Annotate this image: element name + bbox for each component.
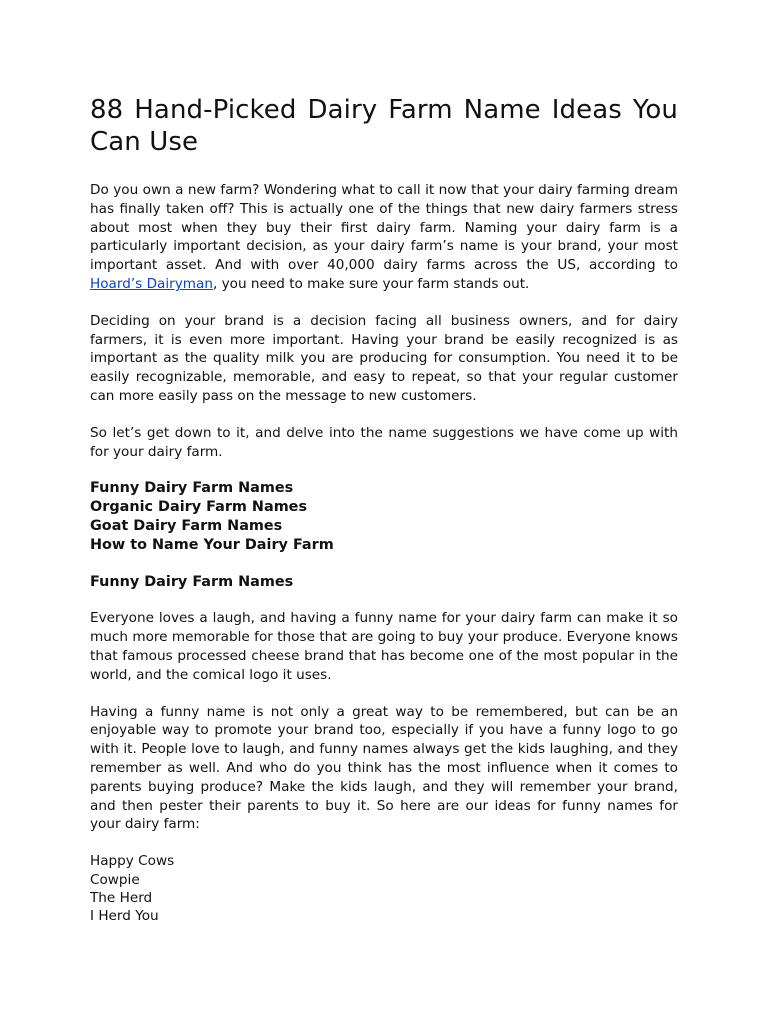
brand-paragraph: Deciding on your brand is a decision facing all business owners, and for dairy farmers, it is even more important. Having your brand be easily recognized is as important as the quality milk you are producing for consumption. You need it to be easily recognizable, memorable, and easy to repeat, so that your regular customer can more easily pass on the message to new customers. xyxy=(90,312,678,404)
toc-item-how-to-name[interactable]: How to Name Your Dairy Farm xyxy=(90,536,334,553)
intro-paragraph xyxy=(90,181,678,294)
funny-names-list xyxy=(90,852,678,926)
table-of-contents xyxy=(90,479,678,554)
intro-text-after-link: , you need to make sure your farm stands out. xyxy=(212,275,530,292)
section-heading-funny: Funny Dairy Farm Names xyxy=(90,573,294,590)
funny-paragraph-2: Having a funny name is not only a great way to be remembered, but can be an enjoyable way to promote your brand too, especially if you have a funny logo to go with it. People love to laugh, and funny names always get the kids laughing, and they remember as well. And who do you think has the most influence when it comes to parents buying produce? Make the kids laugh, and they will remember your brand, and then pester their parents to buy it. So here are our ideas for funny names for your dairy farm: xyxy=(90,703,678,833)
toc-item-funny[interactable]: Funny Dairy Farm Names xyxy=(90,480,294,497)
list-item: Cowpie xyxy=(90,871,140,888)
list-item: I Herd You xyxy=(90,908,159,925)
funny-paragraph-1: Everyone loves a laugh, and having a funny name for your dairy farm can make it so much more memorable for those that are going to buy your produce. Everyone knows that famous processed cheese brand that has become one of the most popular in the world, and the comical logo it uses. xyxy=(90,610,678,683)
toc-item-organic[interactable]: Organic Dairy Farm Names xyxy=(90,499,308,516)
hoards-dairyman-link[interactable]: Hoard’s Dairyman xyxy=(90,275,213,292)
list-item: The Herd xyxy=(90,889,153,906)
page-title: 88 Hand-Picked Dairy Farm Name Ideas You Can Use xyxy=(90,95,678,157)
transition-paragraph: So let’s get down to it, and delve into the name suggestions we have come up with for your dairy farm. xyxy=(90,424,678,460)
toc-item-goat[interactable]: Goat Dairy Farm Names xyxy=(90,517,283,534)
list-item: Happy Cows xyxy=(90,853,175,870)
intro-text-before-link: Do you own a new farm? Wondering what to call it now that your dairy farming dream has finally taken off? This is actually one of the things that new dairy farmers stress about most when they buy their first dairy farm. Naming your dairy farm is a particularly important decision, as your dairy farm’s name is your brand, your most important asset. And with over 40,000 dairy farms across the US, according to xyxy=(90,182,678,274)
